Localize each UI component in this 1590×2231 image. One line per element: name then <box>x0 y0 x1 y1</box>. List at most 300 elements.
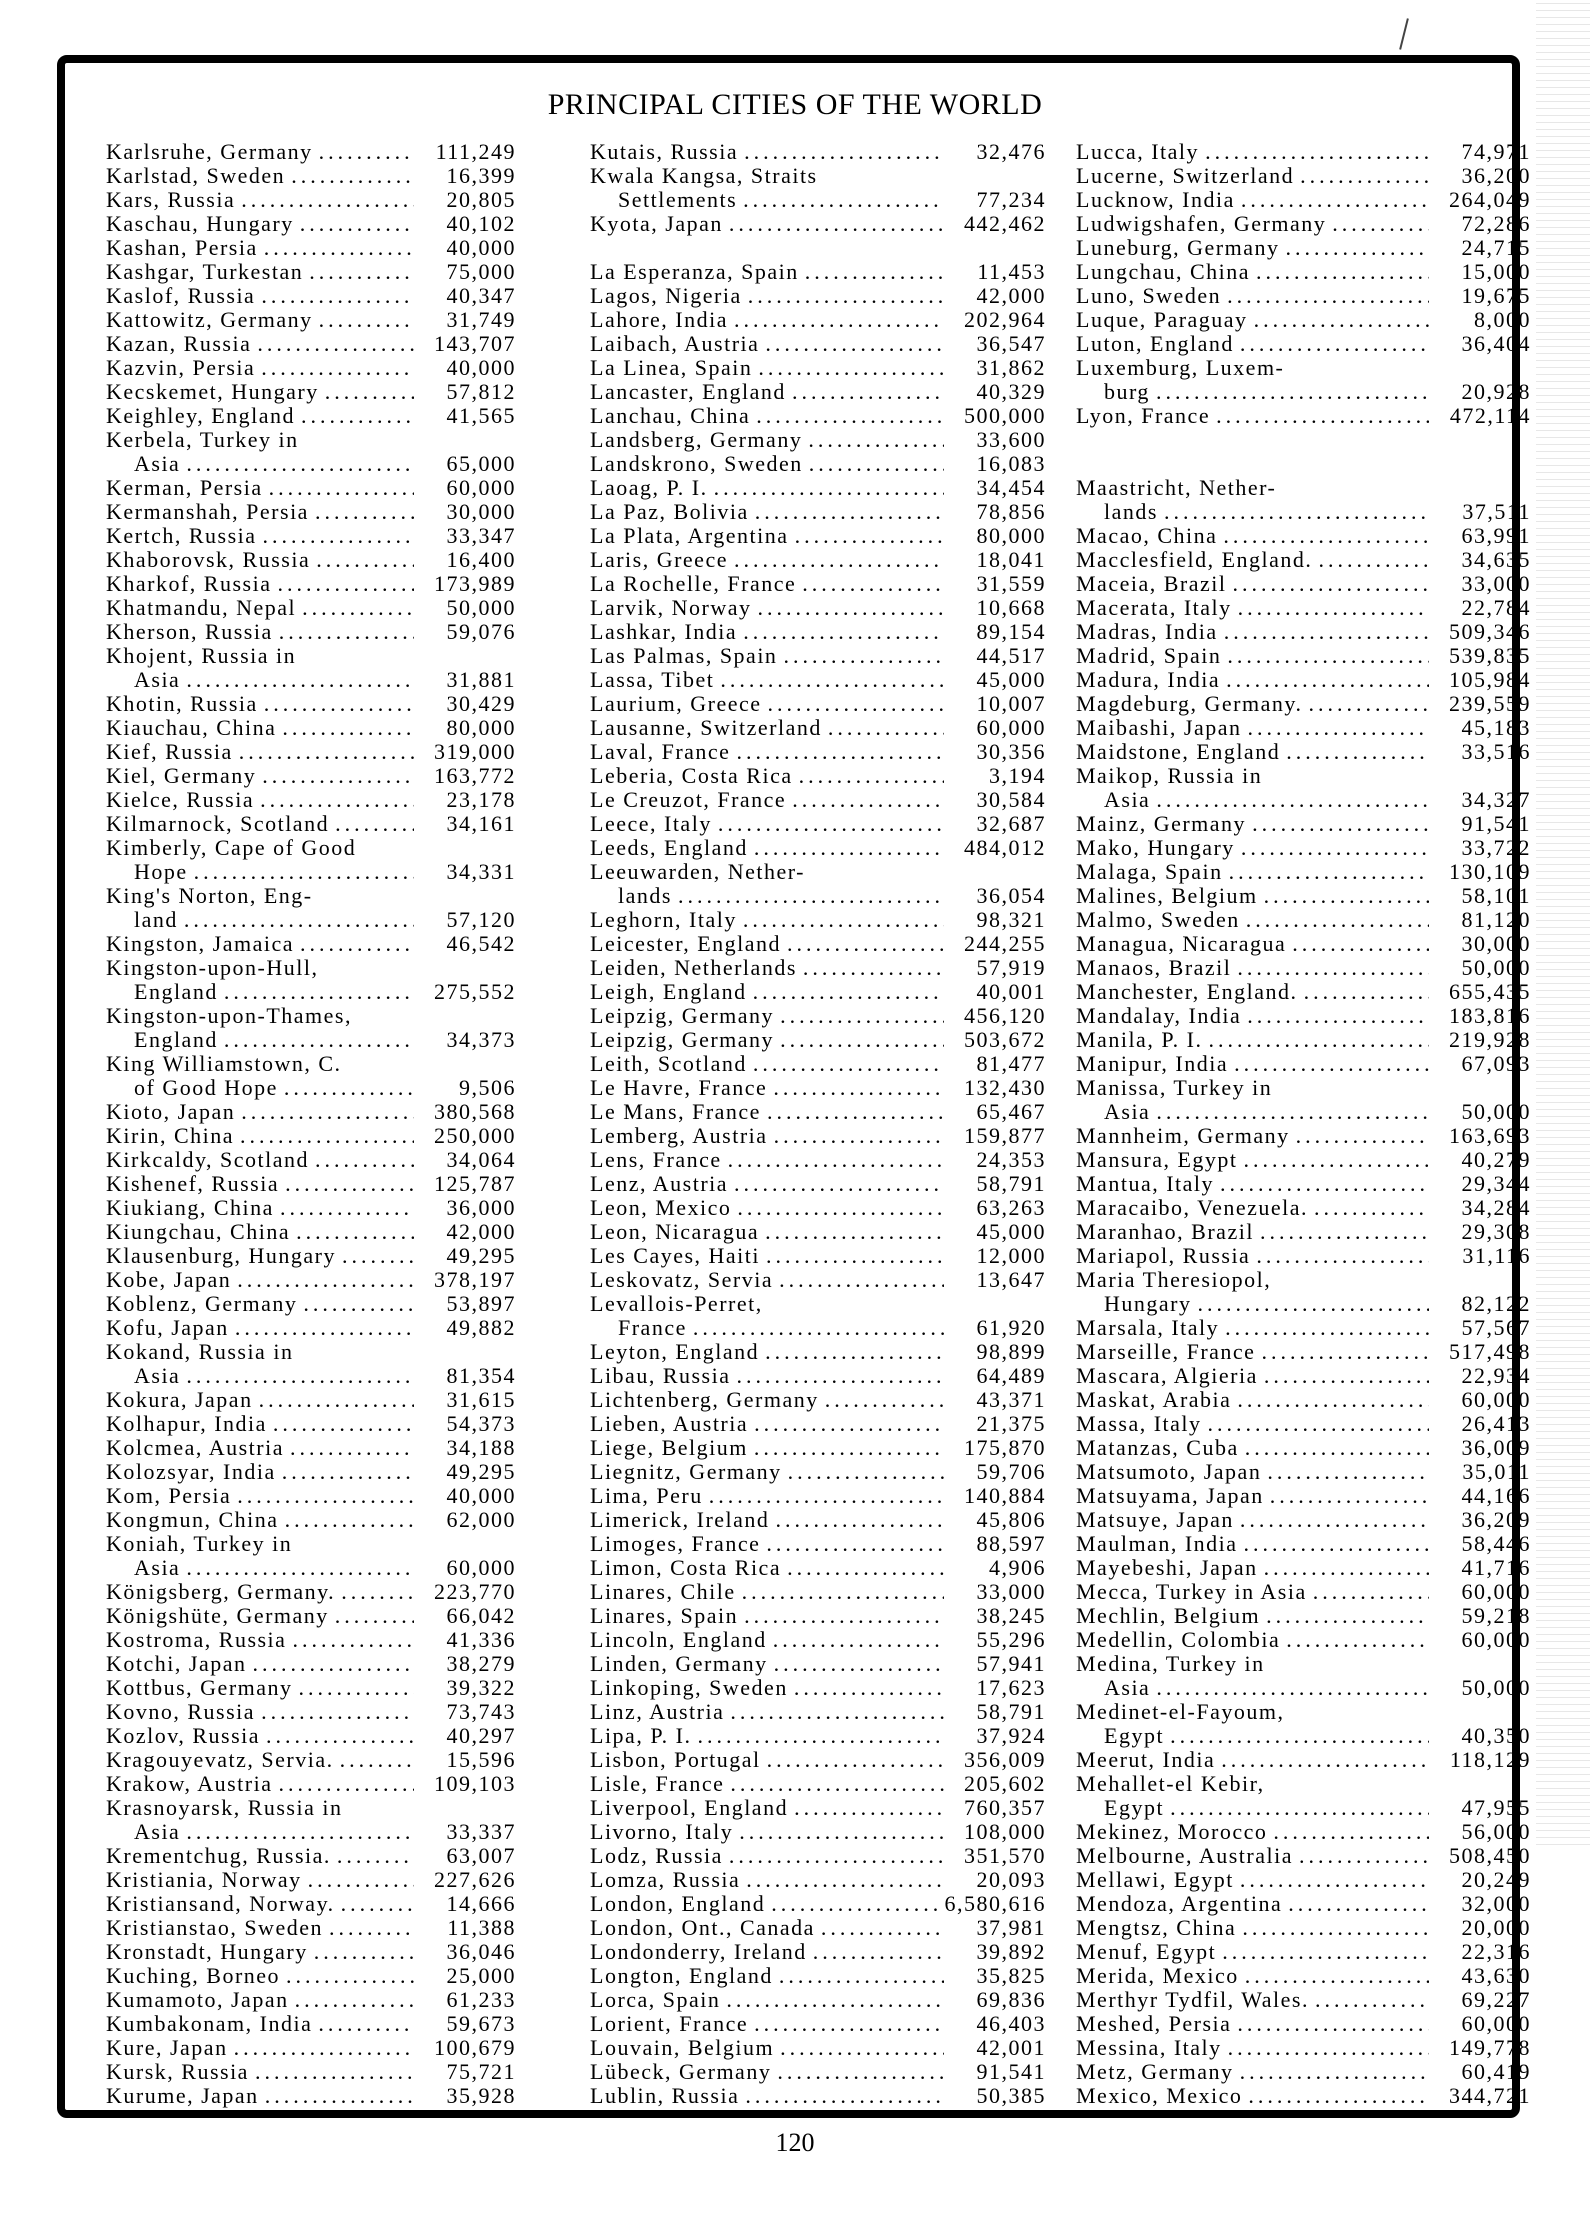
leader-dots <box>1156 788 1429 812</box>
leader-dots <box>186 452 414 476</box>
city-name: Maria Theresiopol, <box>1076 1268 1272 1292</box>
city-name: Leeds, England <box>590 836 748 860</box>
city-entry <box>590 2012 1046 2036</box>
leader-dots <box>1156 1100 1429 1124</box>
city-entry <box>590 548 1046 572</box>
leader-dots <box>756 404 944 428</box>
population: 81,120 <box>1461 907 1531 932</box>
leader-dots <box>309 260 414 284</box>
population: 202,964 <box>964 307 1046 332</box>
population: 60,000 <box>976 715 1046 740</box>
leader-dots <box>194 860 414 884</box>
leader-dots <box>780 2036 944 2060</box>
population: 91,541 <box>1461 811 1531 836</box>
city-name: Mellawi, Egypt <box>1076 1868 1234 1892</box>
leader-dots <box>1208 1412 1429 1436</box>
city-entry <box>590 452 1046 476</box>
city-entry <box>590 908 1046 932</box>
population: 46,403 <box>976 2011 1046 2036</box>
population: 60,419 <box>1461 2059 1531 2084</box>
leader-dots <box>1300 164 1429 188</box>
city-name: Mako, Hungary <box>1076 836 1235 860</box>
city-entry <box>106 884 516 932</box>
leader-dots <box>777 2060 944 2084</box>
city-name: Kronstadt, Hungary <box>106 1940 308 1964</box>
leader-dots <box>792 788 944 812</box>
leader-dots <box>1332 212 1429 236</box>
leader-dots <box>787 932 944 956</box>
population: 175,870 <box>964 1435 1046 1460</box>
city-name: Karlstad, Sweden <box>106 164 286 188</box>
city-entry <box>1076 1556 1531 1580</box>
population: 63,991 <box>1461 523 1531 548</box>
leader-dots <box>1197 1292 1429 1316</box>
city-entry <box>106 2012 516 2036</box>
population: 20,928 <box>1461 379 1531 404</box>
city-name: Maibashi, Japan <box>1076 716 1242 740</box>
city-entry <box>590 1340 1046 1364</box>
city-entry <box>590 716 1046 740</box>
city-entry <box>1076 284 1531 308</box>
population: 42,000 <box>446 1219 516 1244</box>
leader-dots <box>255 2060 414 2084</box>
leader-dots <box>1264 1556 1429 1580</box>
city-name: Mantua, Italy <box>1076 1172 1215 1196</box>
leader-dots <box>1205 140 1429 164</box>
city-name: Larvik, Norway <box>590 596 752 620</box>
leader-dots <box>802 572 944 596</box>
city-entry <box>1076 1004 1531 1028</box>
leader-dots <box>300 932 414 956</box>
leader-dots <box>1227 284 1429 308</box>
population: 456,120 <box>964 1003 1046 1028</box>
city-name: Las Palmas, Spain <box>590 644 778 668</box>
city-entry <box>590 860 1046 908</box>
city-entry <box>106 1124 516 1148</box>
city-name: Maskat, Arabia <box>1076 1388 1232 1412</box>
population: 40,000 <box>446 355 516 380</box>
city-name: Mandalay, India <box>1076 1004 1242 1028</box>
city-entry <box>1076 1892 1531 1916</box>
city-name: Lucknow, India <box>1076 188 1235 212</box>
city-name: Lorient, France <box>590 2012 749 2036</box>
city-name: Khatmandu, Nepal <box>106 596 297 620</box>
leader-dots <box>291 164 414 188</box>
city-name: Limoges, France <box>590 1532 761 1556</box>
population: 517,498 <box>1449 1339 1531 1364</box>
city-entry <box>106 1844 516 1868</box>
population: 61,920 <box>976 1315 1046 1340</box>
population: 183,816 <box>1449 1003 1531 1028</box>
leader-dots <box>1241 836 1429 860</box>
population: 36,009 <box>1461 1435 1531 1460</box>
city-name: Maastricht, Nether- <box>1076 476 1277 500</box>
leader-dots <box>794 1796 944 1820</box>
city-name: Metz, Germany <box>1076 2060 1234 2084</box>
city-entry <box>106 1460 516 1484</box>
city-entry <box>590 164 1046 212</box>
city-entry <box>106 740 516 764</box>
city-name: Kutais, Russia <box>590 140 739 164</box>
leader-dots <box>269 476 414 500</box>
city-entry <box>106 1436 516 1460</box>
leader-dots <box>290 1436 414 1460</box>
city-entry <box>1076 1700 1531 1748</box>
population: 21,375 <box>976 1411 1046 1436</box>
leader-dots <box>1318 548 1429 572</box>
city-name-continued: Hungary <box>1104 1292 1192 1316</box>
leader-dots <box>1240 1508 1429 1532</box>
city-name: Kyota, Japan <box>590 212 723 236</box>
city-entry <box>106 716 516 740</box>
population: 34,161 <box>446 811 516 836</box>
leader-dots <box>237 1268 414 1292</box>
city-entry <box>1076 2060 1531 2084</box>
leader-dots <box>1247 1004 1429 1028</box>
leader-dots <box>728 1148 944 1172</box>
city-name: Kingston-upon-Hull, <box>106 956 319 980</box>
leader-dots <box>263 524 414 548</box>
population: 31,615 <box>446 1387 516 1412</box>
city-entry <box>106 620 516 644</box>
city-name: Medina, Turkey in <box>1076 1652 1265 1676</box>
population: 11,453 <box>977 259 1046 284</box>
leader-dots <box>1240 332 1429 356</box>
city-name: Kiauchau, China <box>106 716 277 740</box>
leader-dots <box>184 908 414 932</box>
population: 36,000 <box>446 1195 516 1220</box>
leader-dots <box>1233 572 1430 596</box>
population: 100,679 <box>434 2035 516 2060</box>
leader-dots <box>1237 956 1429 980</box>
population: 46,542 <box>446 931 516 956</box>
population: 60,000 <box>1461 1627 1531 1652</box>
leader-dots <box>780 1004 944 1028</box>
leader-dots <box>325 380 414 404</box>
leader-dots <box>1234 1052 1429 1076</box>
leader-dots <box>261 1700 414 1724</box>
leader-dots <box>1216 404 1429 428</box>
population: 163,772 <box>434 763 516 788</box>
city-entry <box>106 1652 516 1676</box>
leader-dots <box>775 1508 944 1532</box>
population: 239,559 <box>1449 691 1531 716</box>
city-entry <box>1076 932 1531 956</box>
city-entry <box>1076 1988 1531 2012</box>
population: 88,597 <box>976 1531 1046 1556</box>
city-name: Marseille, France <box>1076 1340 1256 1364</box>
population: 34,373 <box>446 1027 516 1052</box>
leader-dots <box>234 2036 414 2060</box>
column-1 <box>106 140 516 2108</box>
city-entry <box>106 644 516 692</box>
city-entry <box>1076 332 1531 356</box>
city-name-continued: Asia <box>134 1820 181 1844</box>
city-name: Lieben, Austria <box>590 1412 749 1436</box>
city-name: Kashgar, Turkestan <box>106 260 304 284</box>
city-entry <box>1076 1268 1531 1316</box>
leader-dots <box>186 668 414 692</box>
city-entry <box>590 1148 1046 1172</box>
city-name: Mexico, Mexico <box>1076 2084 1243 2108</box>
city-entry <box>1076 980 1531 1004</box>
city-entry <box>106 1748 516 1772</box>
leader-dots <box>794 1676 944 1700</box>
population: 60,000 <box>1461 1579 1531 1604</box>
leader-dots <box>282 716 414 740</box>
city-entry <box>106 1676 516 1700</box>
population: 20,000 <box>1461 1915 1531 1940</box>
city-name-continued: Egypt <box>1104 1796 1165 1820</box>
population: 40,297 <box>446 1723 516 1748</box>
city-name: Kokura, Japan <box>106 1388 253 1412</box>
city-entry <box>106 1964 516 1988</box>
city-entry <box>590 1004 1046 1028</box>
population: 47,955 <box>1461 1795 1531 1820</box>
leader-dots <box>235 1316 414 1340</box>
population: 45,000 <box>976 1219 1046 1244</box>
leader-dots <box>1220 1172 1429 1196</box>
city-entry <box>106 1604 516 1628</box>
city-name: Linares, Chile <box>590 1580 736 1604</box>
leader-dots <box>737 1364 945 1388</box>
city-entry <box>1076 1964 1531 1988</box>
city-name-continued: France <box>618 1316 687 1340</box>
population: 37,981 <box>976 1915 1046 1940</box>
population: 32,687 <box>976 811 1046 836</box>
population: 30,000 <box>1461 931 1531 956</box>
city-name: Leigh, England <box>590 980 747 1004</box>
city-entry <box>1076 1220 1531 1244</box>
city-name: Maulman, India <box>1076 1532 1238 1556</box>
city-name: Luneburg, Germany <box>1076 236 1280 260</box>
city-name: Lungchau, China <box>1076 260 1251 284</box>
city-entry <box>1076 1244 1531 1268</box>
city-name: Keighley, England <box>106 404 296 428</box>
city-name: Kolozsyar, India <box>106 1460 276 1484</box>
city-name: Mansura, Egypt <box>1076 1148 1238 1172</box>
city-name: Merida, Mexico <box>1076 1964 1239 1988</box>
city-entry <box>590 1220 1046 1244</box>
city-entry <box>106 2060 516 2084</box>
city-entry <box>590 1124 1046 1148</box>
city-entry <box>590 1268 1046 1292</box>
population: 35,825 <box>976 1963 1046 1988</box>
leader-dots <box>1286 236 1430 260</box>
city-name: King Williamstown, C. <box>106 1052 342 1076</box>
city-name: Lomza, Russia <box>590 1868 741 1892</box>
city-entry <box>106 1892 516 1916</box>
city-name: Marsala, Italy <box>1076 1316 1220 1340</box>
population: 111,249 <box>435 139 516 164</box>
population: 108,000 <box>964 1819 1046 1844</box>
population: 31,116 <box>1462 1243 1531 1268</box>
population: 16,399 <box>446 163 516 188</box>
population: 10,668 <box>976 595 1046 620</box>
city-name: Kars, Russia <box>106 188 236 212</box>
population: 40,000 <box>446 235 516 260</box>
leader-dots <box>828 716 944 740</box>
city-entry <box>1076 1868 1531 1892</box>
city-name: Kiel, Germany <box>106 764 257 788</box>
city-name: Manila, P. I. <box>1076 1028 1203 1052</box>
population: 132,430 <box>964 1075 1046 1100</box>
population: 344,721 <box>1449 2083 1531 2108</box>
city-name: King's Norton, Eng- <box>106 884 313 908</box>
population: 19,675 <box>1461 283 1531 308</box>
population: 56,000 <box>1461 1819 1531 1844</box>
city-name: Maidstone, England <box>1076 740 1281 764</box>
leader-dots <box>285 1508 414 1532</box>
city-name: Kiukiang, China <box>106 1196 274 1220</box>
city-entry <box>106 836 516 884</box>
leader-dots <box>279 620 414 644</box>
leader-dots <box>754 1436 944 1460</box>
leader-dots <box>1242 1916 1429 1940</box>
city-entry <box>590 1700 1046 1724</box>
population: 22,784 <box>1461 595 1531 620</box>
city-entry <box>590 1988 1046 2012</box>
city-name: Merthyr Tydfil, Wales. <box>1076 1988 1309 2012</box>
leader-dots <box>302 596 414 620</box>
city-name: Khotin, Russia <box>106 692 258 716</box>
population: 80,000 <box>446 715 516 740</box>
leader-dots <box>1256 1244 1429 1268</box>
population: 18,041 <box>976 547 1046 572</box>
leader-dots <box>745 2084 944 2108</box>
city-entry <box>590 1484 1046 1508</box>
population: 11,388 <box>447 1915 516 1940</box>
population: 63,007 <box>446 1843 516 1868</box>
city-name: Kostroma, Russia <box>106 1628 287 1652</box>
population: 31,749 <box>446 307 516 332</box>
city-name: Kerbela, Turkey in <box>106 428 299 452</box>
city-name: Medellin, Colombia <box>1076 1628 1281 1652</box>
population: 39,322 <box>446 1675 516 1700</box>
city-name: Lanchau, China <box>590 404 751 428</box>
city-name-continued: Egypt <box>1104 1724 1165 1748</box>
city-name: Kazan, Russia <box>106 332 252 356</box>
city-entry <box>106 1700 516 1724</box>
city-entry <box>590 1460 1046 1484</box>
city-name: Leon, Mexico <box>590 1196 732 1220</box>
city-entry <box>1076 716 1531 740</box>
city-name: Khojent, Russia in <box>106 644 297 668</box>
city-name: Matanzas, Cuba <box>1076 1436 1239 1460</box>
population: 760,357 <box>964 1795 1046 1820</box>
population: 40,329 <box>976 379 1046 404</box>
leader-dots <box>803 956 944 980</box>
leader-dots <box>1292 932 1429 956</box>
leader-dots <box>821 1916 944 1940</box>
city-entry <box>106 1388 516 1412</box>
city-name: Kursk, Russia <box>106 2060 249 2084</box>
leader-dots <box>726 1988 944 2012</box>
city-name: Kure, Japan <box>106 2036 228 2060</box>
city-entry <box>590 956 1046 980</box>
leader-dots <box>730 1772 944 1796</box>
leader-dots <box>1240 1868 1429 1892</box>
city-entry <box>1076 1484 1531 1508</box>
leader-dots <box>277 572 414 596</box>
city-name-continued: England <box>134 1028 218 1052</box>
population: 4,906 <box>989 1555 1046 1580</box>
leader-dots <box>743 908 944 932</box>
leader-dots <box>1248 2084 1429 2108</box>
city-entry <box>590 1820 1046 1844</box>
city-entry <box>1076 1340 1531 1364</box>
population: 219,928 <box>1449 1027 1531 1052</box>
leader-dots <box>788 1460 944 1484</box>
city-entry <box>106 1868 516 1892</box>
city-name: Kumamoto, Japan <box>106 1988 289 2012</box>
city-name: Kirin, China <box>106 1124 234 1148</box>
population: 40,347 <box>446 283 516 308</box>
city-name: Kaschau, Hungary <box>106 212 294 236</box>
city-name: Kristiania, Norway <box>106 1868 302 1892</box>
scan-edge-shadow <box>1536 0 1590 1850</box>
city-name-continued: lands <box>1104 500 1158 524</box>
city-entry <box>1076 596 1531 620</box>
leader-dots <box>754 836 944 860</box>
leader-dots <box>341 1892 414 1916</box>
city-entry <box>106 524 516 548</box>
leader-dots <box>734 1172 944 1196</box>
city-entry <box>106 1916 516 1940</box>
city-name: Le Mans, France <box>590 1100 761 1124</box>
city-entry <box>590 2084 1046 2108</box>
city-name: Kovno, Russia <box>106 1700 256 1724</box>
population: 125,787 <box>434 1171 516 1196</box>
city-name: Luton, England <box>1076 332 1234 356</box>
city-name: Kragouyevatz, Servia. <box>106 1748 334 1772</box>
leader-dots <box>1228 2036 1429 2060</box>
leader-dots <box>1256 260 1429 284</box>
city-entry <box>106 1628 516 1652</box>
leader-dots <box>748 284 944 308</box>
leader-dots <box>1237 1388 1429 1412</box>
population: 89,154 <box>976 619 1046 644</box>
population: 53,897 <box>446 1291 516 1316</box>
city-entry <box>590 620 1046 644</box>
leader-dots <box>308 1868 414 1892</box>
city-name: Leipzig, Germany <box>590 1028 775 1052</box>
leader-dots <box>1314 1196 1429 1220</box>
population: 63,263 <box>976 1195 1046 1220</box>
leader-dots <box>315 500 414 524</box>
section-gap <box>1076 428 1531 476</box>
city-name: Meshed, Persia <box>1076 2012 1232 2036</box>
leader-dots <box>1299 1844 1429 1868</box>
leader-dots <box>743 188 944 212</box>
leader-dots <box>743 620 944 644</box>
city-entry <box>590 284 1046 308</box>
population: 8,000 <box>1474 307 1531 332</box>
city-entry <box>1076 1604 1531 1628</box>
city-entry <box>1076 1580 1531 1604</box>
leader-dots <box>1225 1316 1429 1340</box>
population: 163,693 <box>1449 1123 1531 1148</box>
city-entry <box>590 524 1046 548</box>
city-name: Liverpool, England <box>590 1796 789 1820</box>
population: 33,722 <box>1461 835 1531 860</box>
population: 41,716 <box>1461 1555 1531 1580</box>
city-name: London, England <box>590 1892 766 1916</box>
page-title: PRINCIPAL CITIES OF THE WORLD <box>547 88 1043 121</box>
population: 26,413 <box>1461 1411 1531 1436</box>
leader-dots <box>1266 1604 1429 1628</box>
leader-dots <box>286 1964 414 1988</box>
